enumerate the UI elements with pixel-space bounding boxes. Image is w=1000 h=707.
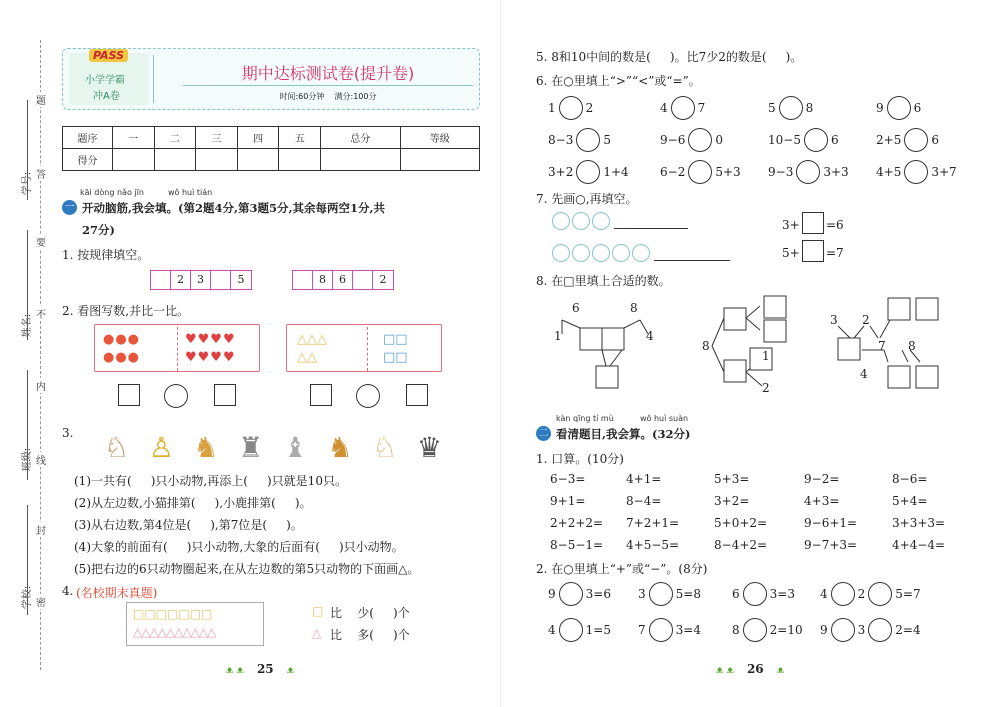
compare-circle[interactable] xyxy=(779,96,803,120)
sign-circle[interactable] xyxy=(649,582,673,606)
answer-box[interactable] xyxy=(310,384,332,406)
compare-item xyxy=(768,96,813,120)
compare-circle[interactable] xyxy=(796,160,820,184)
answer-box[interactable] xyxy=(596,366,618,388)
circle-icon xyxy=(592,212,610,230)
compare-circle[interactable] xyxy=(904,128,928,152)
q3-line1: (1)一共有( )只小动物,再添上( )只就是10只。 xyxy=(74,474,347,488)
q4-row1: 比 少( )个 xyxy=(330,606,410,620)
footer-left xyxy=(210,658,310,677)
seq-cell: 2 xyxy=(171,271,191,289)
compare-left: 10−5 xyxy=(768,133,801,147)
compare-left: 9−6 xyxy=(660,133,686,147)
q3-line2: (2)从左边数,小猫排第( ),小鹿排第( )。 xyxy=(74,496,312,510)
q3-label: 3. xyxy=(62,426,74,440)
sign-circle[interactable] xyxy=(649,618,673,642)
calc-problem[interactable]: 9−6+1= xyxy=(804,516,858,530)
tree-number: 6 xyxy=(572,301,580,315)
divider xyxy=(367,327,368,371)
label-student-number: 学号: xyxy=(22,171,34,196)
q3-line3: (3)从右边数,第4位是( ),第7位是( )。 xyxy=(74,518,303,532)
q7-eq1-b: =6 xyxy=(826,218,844,232)
sprout-icon: ᴥ ᴥ xyxy=(225,665,244,676)
section2-pinyin1: kàn qīng tí mù xyxy=(556,414,614,423)
compare-right: 3+3 xyxy=(823,165,849,179)
compare-left: 4 xyxy=(660,101,668,115)
compare-right: 1+4 xyxy=(603,165,629,179)
q6-label: 6. 在○里填上“>”“<”或“=”。 xyxy=(536,74,701,88)
compare-item xyxy=(660,160,741,184)
compare-left: 9−3 xyxy=(768,165,794,179)
calc-problem[interactable]: 9+1= xyxy=(550,494,586,508)
answer-box[interactable] xyxy=(580,328,602,350)
sign-operand: 5=8 xyxy=(675,587,701,601)
compare-right: 2 xyxy=(585,101,594,115)
compare-left: 9 xyxy=(876,101,884,115)
sequence-row-2 xyxy=(292,270,394,290)
answer-box[interactable] xyxy=(724,360,746,382)
answer-box[interactable] xyxy=(888,366,910,388)
compare-circle[interactable] xyxy=(576,128,600,152)
answer-box[interactable] xyxy=(724,308,746,330)
margin-char: 要 xyxy=(36,234,46,249)
compare-left: 8−3 xyxy=(548,133,574,147)
page-divider xyxy=(500,0,501,707)
section1-pinyin2: wǒ huì tián xyxy=(168,188,213,197)
sign-circle[interactable] xyxy=(831,582,855,606)
circle-icon xyxy=(572,212,590,230)
label-class: 班级: xyxy=(22,447,34,472)
q7-label: 7. 先画○,再填空。 xyxy=(536,192,638,206)
deer-icon: ♞ xyxy=(327,431,353,464)
margin-char: 题 xyxy=(36,92,46,107)
circle-icon xyxy=(592,244,610,262)
compare-right: 8 xyxy=(805,101,814,115)
section2-pinyin2: wǒ huì suàn xyxy=(640,414,689,423)
seq-cell: 8 xyxy=(313,271,333,289)
seq-cell[interactable] xyxy=(151,271,171,289)
squares-icon: □□ □□ xyxy=(383,332,408,365)
cow-icon: ♛ xyxy=(416,431,442,464)
tree-number: 3 xyxy=(830,313,838,327)
score-table-header xyxy=(63,127,480,149)
compare-left: 3+2 xyxy=(548,165,574,179)
sign-circle[interactable] xyxy=(559,582,583,606)
section1-pinyin1: kāi dòng nǎo jīn xyxy=(80,188,144,197)
cat-icon: ♞ xyxy=(193,431,219,464)
sign-circle[interactable] xyxy=(743,618,767,642)
table-cell: 一 xyxy=(113,127,155,149)
sign-circle[interactable] xyxy=(868,618,892,642)
table-cell: 四 xyxy=(237,127,279,149)
seq-cell: 3 xyxy=(191,271,211,289)
calc-problem[interactable]: 8−4= xyxy=(626,494,662,508)
sign-operand: 3=4 xyxy=(675,623,701,637)
tree-number: 1 xyxy=(554,329,562,343)
calc-problem[interactable]: 4+3= xyxy=(804,494,840,508)
circle-icon xyxy=(612,244,630,262)
q5-text: 5. 8和10中间的数是( )。比7少2的数是( )。 xyxy=(536,50,803,64)
table-cell: 等级 xyxy=(400,127,480,149)
hen-icon: ♘ xyxy=(104,431,130,464)
compare-left: 5 xyxy=(768,101,776,115)
blank-line xyxy=(27,505,28,615)
table-cell: 五 xyxy=(279,127,321,149)
score-input-cell[interactable] xyxy=(113,149,155,171)
compare-right: 5 xyxy=(603,133,611,147)
score-table-row xyxy=(63,149,480,171)
compare-circle[interactable] xyxy=(688,128,712,152)
score-table xyxy=(62,126,480,171)
sign-item xyxy=(638,582,701,606)
sign-circle[interactable] xyxy=(559,618,583,642)
q1-label: 1. 按规律填空。 xyxy=(62,248,150,262)
answer-box[interactable] xyxy=(764,296,786,318)
compare-right: 6 xyxy=(931,133,939,147)
score-input-cell[interactable] xyxy=(196,149,238,171)
calc-problem[interactable]: 3+3+3= xyxy=(892,516,946,530)
sprout-icon: ᴥ xyxy=(286,665,295,676)
sign-item xyxy=(548,582,611,606)
section1-heading-cont: 27分) xyxy=(82,223,115,237)
q4-label: 4. xyxy=(62,584,74,598)
draw-line[interactable] xyxy=(654,260,730,261)
compare-circle[interactable] xyxy=(356,384,380,408)
q4-row2: 比 多( )个 xyxy=(330,628,410,642)
calc-problem[interactable]: 5+3= xyxy=(714,472,750,486)
calc-problem[interactable]: 4+5−5= xyxy=(626,538,680,552)
badge xyxy=(69,49,149,105)
badge-line1: 小学学霸 xyxy=(85,75,125,86)
margin-char: 线 xyxy=(36,452,46,467)
sign-operand: 1=5 xyxy=(585,623,611,637)
q7-eq2-b: =7 xyxy=(826,246,844,260)
sign-operand: 2 xyxy=(857,587,866,601)
margin-char: 内 xyxy=(36,378,46,393)
calc-problem[interactable]: 3+2= xyxy=(714,494,750,508)
sequence-row-1 xyxy=(150,270,252,290)
calc-problem[interactable]: 5+0+2= xyxy=(714,516,768,530)
calc-problem[interactable]: 4+4−4= xyxy=(892,538,946,552)
answer-box[interactable] xyxy=(888,298,910,320)
sign-item xyxy=(820,618,921,642)
answer-box[interactable] xyxy=(764,320,786,342)
q7-eq1-a: 3+ xyxy=(782,218,800,232)
tree-number: 4 xyxy=(646,329,654,343)
square-icon: □ xyxy=(312,604,324,618)
sign-item xyxy=(732,582,795,606)
sign-operand: 6 xyxy=(732,587,740,601)
triangle-icon: △ xyxy=(312,626,322,640)
margin-char: 密 xyxy=(36,594,46,609)
page-number: 26 xyxy=(746,662,764,676)
sign-operand: 9 xyxy=(820,623,828,637)
elephant-icon: ♜ xyxy=(238,431,264,464)
compare-item xyxy=(768,160,849,184)
binding-dashed-line xyxy=(40,40,41,670)
compare-circle[interactable] xyxy=(804,128,828,152)
strawberries-icon: ♥♥♥♥ ♥♥♥♥ xyxy=(185,332,236,365)
tree-number: 2 xyxy=(862,313,870,327)
section2-badge: 二 xyxy=(536,426,551,441)
seq-cell: 6 xyxy=(333,271,353,289)
page-title: 期中达标测试卷(提升卷) xyxy=(241,64,415,83)
circle-icon xyxy=(572,244,590,262)
horse-icon: ♘ xyxy=(372,431,398,464)
sign-circle[interactable] xyxy=(831,618,855,642)
seq-cell[interactable] xyxy=(353,271,373,289)
compare-left: 4+5 xyxy=(876,165,902,179)
calc-problem[interactable]: 8−5−1= xyxy=(550,538,604,552)
circle-icon xyxy=(552,212,570,230)
tree-number: 4 xyxy=(860,367,868,381)
compare-circle[interactable] xyxy=(671,96,695,120)
q3-line4: (4)大象的前面有( )只小动物,大象的后面有( )只小动物。 xyxy=(74,540,404,554)
sign-item xyxy=(638,618,701,642)
rabbit-icon: ♝ xyxy=(282,431,308,464)
compare-item xyxy=(876,96,921,120)
calc-problem[interactable]: 2+2+2= xyxy=(550,516,604,530)
answer-box[interactable] xyxy=(602,328,624,350)
squares-row-icon: □□□□□□□ xyxy=(133,607,213,621)
blank-line xyxy=(27,370,28,480)
badge-line2: 冲A卷 xyxy=(93,91,120,102)
compare-item xyxy=(876,128,939,152)
divider xyxy=(177,327,178,371)
compare-left: 6−2 xyxy=(660,165,686,179)
answer-box[interactable] xyxy=(916,298,938,320)
answer-box[interactable] xyxy=(802,212,824,234)
compare-right: 7 xyxy=(697,101,706,115)
blank-line xyxy=(27,100,28,200)
q2-label: 2. 看图写数,并比一比。 xyxy=(62,304,190,318)
sign-operand: 2=10 xyxy=(769,623,803,637)
divider xyxy=(183,85,473,86)
calc-problem[interactable]: 9−2= xyxy=(804,472,840,486)
sign-operand: 8 xyxy=(732,623,740,637)
q4-tag: (名校期末真题) xyxy=(76,586,158,600)
compare-left: 1 xyxy=(548,101,556,115)
number-trees xyxy=(540,290,950,400)
compare-right: 5+3 xyxy=(715,165,741,179)
draw-circles-row-1 xyxy=(552,212,610,230)
circle-icon xyxy=(632,244,650,262)
tree-number: 1 xyxy=(762,349,770,363)
sign-item xyxy=(820,582,921,606)
score-input-cell[interactable] xyxy=(237,149,279,171)
page-number: 25 xyxy=(256,662,274,676)
table-cell: 得分 xyxy=(63,149,113,171)
triangles-icon: △△△ △△ xyxy=(297,332,327,365)
seq-cell: 2 xyxy=(373,271,393,289)
calc-problem[interactable]: 8−6= xyxy=(892,472,928,486)
table-cell: 总分 xyxy=(321,127,400,149)
sign-operand: 3 xyxy=(638,587,646,601)
answer-box[interactable] xyxy=(802,240,824,262)
exam-header xyxy=(62,48,480,110)
margin-char: 答 xyxy=(36,166,46,181)
sign-item xyxy=(732,618,803,642)
compare-item xyxy=(548,160,629,184)
sign-operand: 3=3 xyxy=(769,587,795,601)
animal-row xyxy=(104,418,442,464)
duck-icon: ♙ xyxy=(148,431,174,464)
sign-circle[interactable] xyxy=(868,582,892,606)
sprout-icon: ᴥ xyxy=(776,665,785,676)
q3-line5: (5)把右边的6只动物圈起来,在从左边数的第5只动物的下面画△。 xyxy=(74,562,420,576)
compare-circle[interactable] xyxy=(164,384,188,408)
calc-problem[interactable]: 8−4+2= xyxy=(714,538,768,552)
calc-problem[interactable]: 6−3= xyxy=(550,472,586,486)
compare-left: 2+5 xyxy=(876,133,902,147)
answer-box[interactable] xyxy=(118,384,140,406)
tree-number: 8 xyxy=(630,301,638,315)
sign-operand: 2=4 xyxy=(895,623,921,637)
table-cell: 二 xyxy=(154,127,196,149)
divider xyxy=(153,55,154,103)
tree-number: 2 xyxy=(762,381,770,395)
compare-item xyxy=(660,96,705,120)
compare-right: 0 xyxy=(715,133,723,147)
q4-picture-frame xyxy=(126,602,264,646)
seq-cell: 5 xyxy=(231,271,251,289)
compare-right: 6 xyxy=(830,133,839,147)
sign-operand: 9 xyxy=(548,587,556,601)
score-input-cell[interactable] xyxy=(400,149,480,171)
calc-label: 1. 口算。(10分) xyxy=(536,452,624,466)
sign-operand: 7 xyxy=(638,623,646,637)
answer-box[interactable] xyxy=(838,338,860,360)
table-cell: 题序 xyxy=(63,127,113,149)
tree-number: 7 xyxy=(878,339,886,353)
compare-item xyxy=(548,96,593,120)
sign-item xyxy=(548,618,611,642)
draw-circles-row-2 xyxy=(552,244,650,262)
answer-box[interactable] xyxy=(916,366,938,388)
shape-picture-frame xyxy=(286,324,442,372)
pass-logo: PASS xyxy=(89,49,128,62)
footer-right xyxy=(700,658,800,677)
q7-eq2-a: 5+ xyxy=(782,246,800,260)
compare-right: 3+7 xyxy=(931,165,957,179)
compare-item xyxy=(768,128,839,152)
peaches-icon: ●●● ●●● xyxy=(103,332,141,365)
compare-circle[interactable] xyxy=(559,96,583,120)
margin-char: 封 xyxy=(36,522,46,537)
compare-item xyxy=(660,128,723,152)
seq-cell[interactable] xyxy=(211,271,231,289)
q2b-label: 2. 在○里填上“+”或“−”。(8分) xyxy=(536,562,708,576)
fruit-picture-frame xyxy=(94,324,260,372)
answer-box[interactable] xyxy=(406,384,428,406)
answer-box[interactable] xyxy=(214,384,236,406)
seq-cell[interactable] xyxy=(293,271,313,289)
compare-circle[interactable] xyxy=(904,160,928,184)
score-input-cell[interactable] xyxy=(279,149,321,171)
label-school: 学校: xyxy=(22,585,34,610)
score-input-cell[interactable] xyxy=(154,149,196,171)
sign-operand: 5=7 xyxy=(895,587,921,601)
section2-heading: 看清题目,我会算。(32分) xyxy=(556,427,691,441)
compare-circle[interactable] xyxy=(887,96,911,120)
margin-char: 不 xyxy=(36,306,46,321)
table-cell: 三 xyxy=(196,127,238,149)
blank-line xyxy=(27,230,28,340)
compare-circle[interactable] xyxy=(576,160,600,184)
calc-problem[interactable]: 7+2+1= xyxy=(626,516,680,530)
sign-operand: 3 xyxy=(857,623,866,637)
compare-circle[interactable] xyxy=(688,160,712,184)
sign-circle[interactable] xyxy=(743,582,767,606)
circle-icon xyxy=(552,244,570,262)
compare-item xyxy=(548,128,611,152)
score-input-cell[interactable] xyxy=(321,149,400,171)
binding-margin xyxy=(0,0,50,707)
sprout-icon: ᴥ ᴥ xyxy=(715,665,734,676)
section1-heading: 开动脑筋,我会填。(第2题4分,第3题5分,其余每两空1分,共 xyxy=(82,201,385,215)
calc-problem[interactable]: 4+1= xyxy=(626,472,662,486)
compare-right: 6 xyxy=(913,101,922,115)
tree-number: 8 xyxy=(702,339,710,353)
section1-badge: 一 xyxy=(62,200,77,215)
compare-item xyxy=(876,160,957,184)
exam-time-score: 时间:60分钟 满分:100分 xyxy=(279,92,377,101)
draw-line[interactable] xyxy=(614,228,688,229)
sign-operand: 4 xyxy=(820,587,828,601)
calc-problem[interactable]: 9−7+3= xyxy=(804,538,858,552)
sign-operand: 4 xyxy=(548,623,556,637)
label-student-name: 姓名: xyxy=(22,313,34,338)
tree-number: 8 xyxy=(908,339,916,353)
calc-problem[interactable]: 5+4= xyxy=(892,494,928,508)
triangles-row-icon: △△△△△△△△△△ xyxy=(133,625,216,639)
q8-label: 8. 在□里填上合适的数。 xyxy=(536,274,671,288)
sign-operand: 3=6 xyxy=(585,587,611,601)
